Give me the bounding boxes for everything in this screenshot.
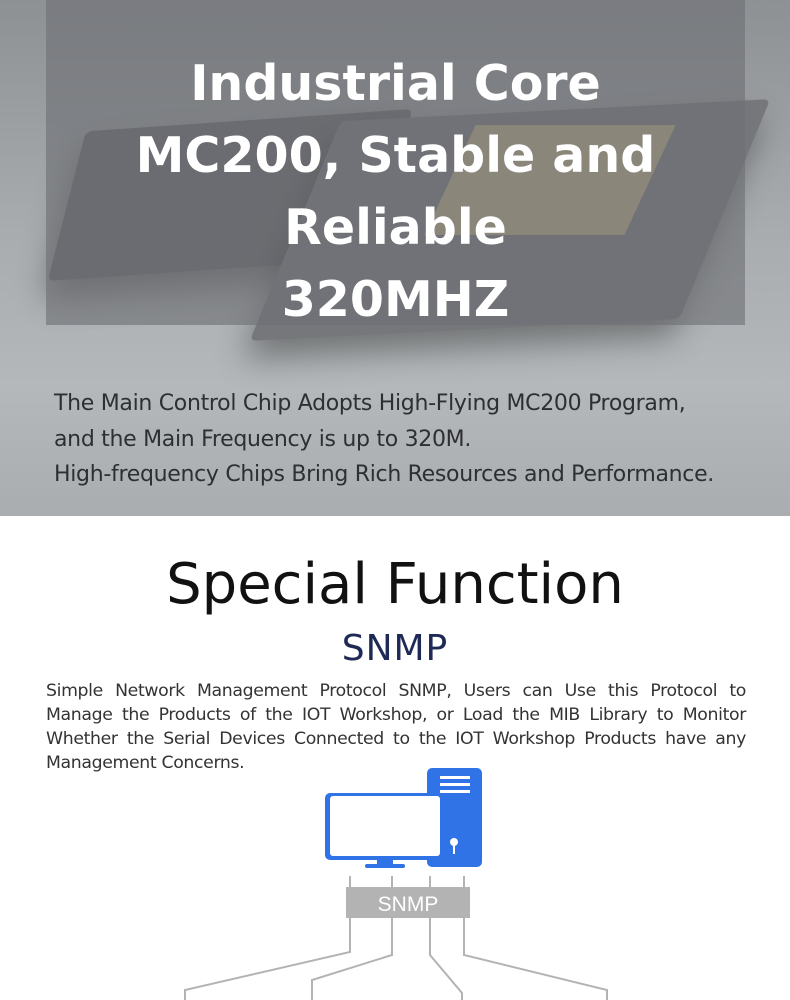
title-line: MC200, Stable and Reliable (135, 127, 656, 256)
computer-icon (325, 768, 482, 868)
hero-description (54, 386, 714, 493)
section-title: Special Function (166, 552, 624, 617)
title-line: Industrial Core (190, 55, 601, 112)
text-line: and the Main Frequency is up to 320M. (54, 426, 472, 452)
hero-title (46, 48, 745, 336)
section-subtitle: SNMP (341, 628, 449, 669)
snmp-label: SNMP (377, 893, 439, 916)
text-line: The Main Control Chip Adopts High-Flying MC200 Program, (54, 391, 686, 416)
text-line: High-frequency Chips Bring Rich Resources and Performance. (54, 462, 714, 487)
section-description: Simple Network Management Protocol SNMP, Users can Use this Protocol to Manage the Products of the IOT Workshop, or Load the MIB Library to Monitor Whether the Serial Devices Connected to the IOT Workshop Products have any Management Concerns. (46, 681, 746, 773)
title-line: 320MHZ (281, 271, 510, 328)
snmp-diagram (0, 760, 790, 1000)
